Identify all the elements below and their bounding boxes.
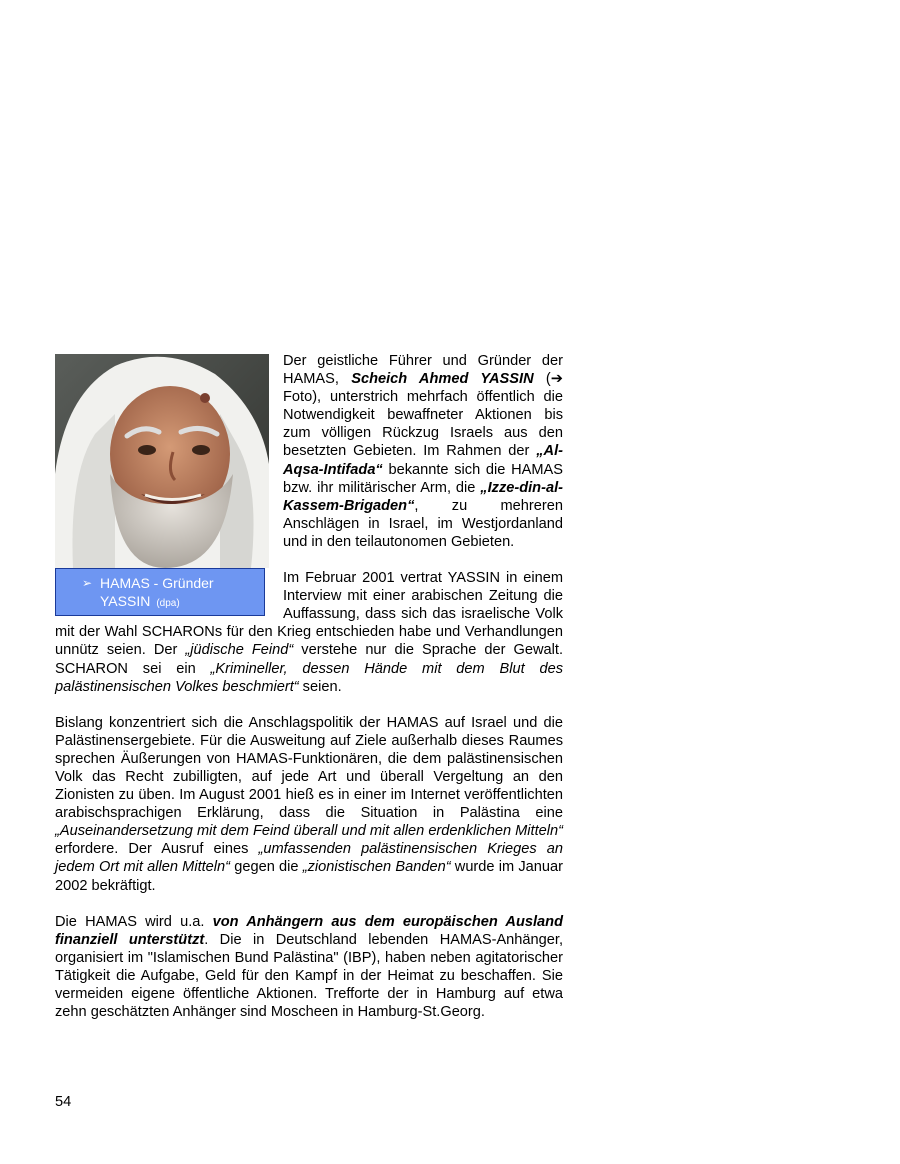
p1-name-emphasis: Scheich Ahmed YASSIN	[351, 371, 534, 388]
p1-text-h: , zu mehreren Anschlägen in Israel, im Westjordanland und in den teilautonomen Gebieten.	[283, 497, 563, 550]
p1-brigaden-emphasis: „Izze-din-al-Kassem-Brigaden“	[283, 479, 563, 514]
caption-name: YASSIN	[100, 593, 151, 609]
p3-text-c: erfordere. Der Ausruf eines	[55, 841, 259, 858]
p2-text-a: Im Februar 2001 vertrat YASSIN in einem Interview mit einer arabischen Zeitung die Auffassung, dass sich das israelische Volk mit der Wahl SCHARONs für den Krieg entschieden habe und Verhandlungen unnütz seien. Der	[55, 570, 563, 659]
text-column	[55, 352, 563, 1021]
caption-source: (dpa)	[156, 598, 180, 609]
p3-quote-3: „zionistischen Banden“	[302, 859, 451, 876]
p1-text-f: bekannte sich die HAMAS bzw. ihr militärischer Arm, die	[283, 461, 563, 496]
p1-intifada-emphasis: „Al-Aqsa-Intifada“	[283, 443, 563, 478]
p1-text-d: Foto), unterstrich mehrfach öffentlich die Notwendigkeit bewaffneter Aktionen bis zum völligen Rückzug Israels aus den besetzten Gebieten. Im Rahmen der	[283, 389, 563, 460]
p3-text-a: Bislang konzentriert sich die Anschlagspolitik der HAMAS auf Israel und die Palästinensergebiete. Für die Ausweitung auf Ziele außerhalb dieses Raumes sprechen Äußerungen von HAMAS-Funktionären, die dem palästinensischen Volk das Recht zubilligten, auf jede Art und überall Vergeltung an den Zionisten zu üben. Im August 2001 hieß es in einer im Internet veröffentlichten arabischsprachigen Erklärung, dass die Situation in Palästina eine	[55, 714, 563, 822]
photo-caption	[55, 568, 265, 616]
p3-quote-2: „umfassenden palästinensischen Krieges an jedem Ort mit allen Mitteln“	[55, 841, 564, 876]
p3-text-e: gegen die	[230, 859, 303, 876]
reference-arrow-icon: ➔	[550, 371, 563, 388]
p4-emphasis: von Anhängern aus dem europäischen Ausland finanziell unterstützt	[55, 913, 563, 948]
p3-quote-1: „Auseinandersetzung mit dem Feind überall und mit allen erdenklichen Mitteln“	[55, 823, 563, 840]
p3-text-g: wurde im Januar 2002 bekräftigt.	[55, 859, 563, 894]
p2-quote-1: „jüdische Feind“	[185, 642, 294, 659]
page-number: 54	[55, 1094, 72, 1110]
paragraph-4	[55, 913, 563, 1022]
figure	[55, 354, 269, 616]
p1-text-a: Der geistliche Führer und Gründer der HAMAS,	[283, 353, 563, 388]
bullet-arrow-icon: ➢	[82, 576, 93, 590]
caption-line-2	[80, 592, 264, 613]
p2-text-c: verstehe nur die Sprache der Gewalt. SCHARON sei ein	[55, 642, 563, 677]
paragraph-3	[55, 714, 563, 895]
p4-text-a: Die HAMAS wird u.a.	[55, 913, 213, 930]
p4-text-c: . Die in Deutschland lebenden HAMAS-Anhänger, organisiert im "Islamischen Bund Palästina" (IBP), haben neben agitatorischer Tätigkeit die Aufgabe, Geld für den Kampf in der Heimat zu beschaffen. Sie vermeiden eigene öffentliche Aktionen. Trefforte der in Hamburg auf etwa zehn geschätzten Anhänger sind Moscheen in Hamburg-St.Georg.	[55, 931, 563, 1021]
portrait-photo	[55, 354, 269, 568]
p1-text-c: (	[533, 371, 551, 388]
p2-quote-2: „Krimineller, dessen Hände mit dem Blut des palästinensischen Volkes beschmiert“	[55, 660, 563, 695]
caption-line-1: HAMAS - Gründer	[100, 575, 214, 591]
p2-text-e: seien.	[298, 678, 342, 695]
